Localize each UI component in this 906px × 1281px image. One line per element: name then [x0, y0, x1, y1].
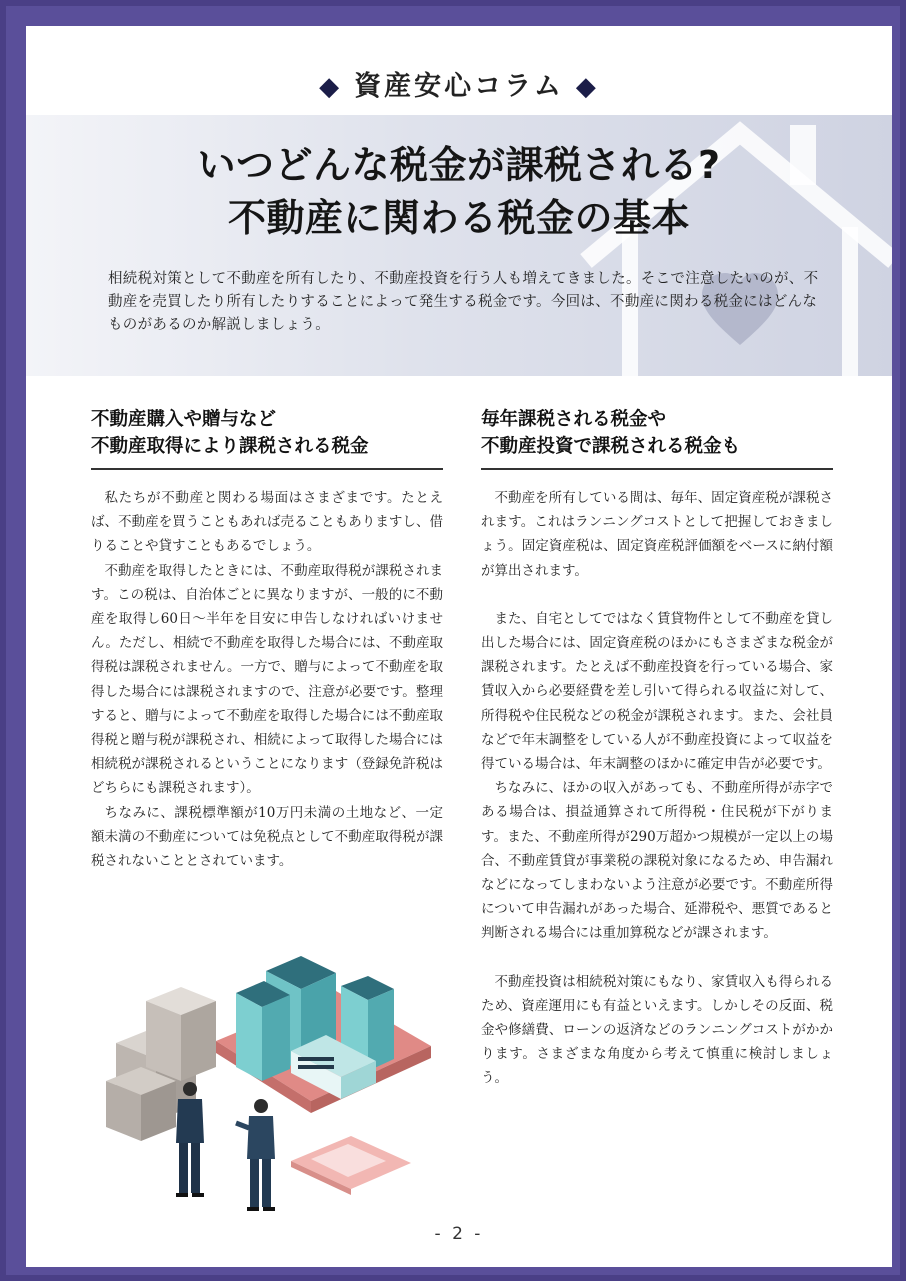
left-paragraph-1: 私たちが不動産と関わる場面はさまざまです。たとえば、不動産を買うこともあれば売ることもありますし、借りることや貸すこともあるでしょう。 — [91, 490, 443, 555]
left-paragraph-2: 不動産を取得したときには、不動産取得税が課税されます。この税は、自治体ごとに異なりますが、一般的に不動産を取得し60日～半年を目安に申告しなければいけません。ただし、相続で不動産を取得した場合には、不動産取得税は課税されません。一方で、贈与によって不動産を取得した場合には課税されますので、注意が必要です。整理すると、贈与によって不動産を取得した場合には不動産取得税と贈与税が課税され、相続によって取得した場合には相続税が課税されるということになります（登録免許税はどちらにも課税されます）。 — [91, 562, 443, 797]
headline-banner — [26, 115, 892, 376]
right-paragraph-1: 不動産を所有している間は、毎年、固定資産税が課税されます。これはランニングコストとして把握しておきましょう。固定資産税は、固定資産税評価額をベースに納付額が算出されます。 — [481, 490, 833, 579]
page-number: - 2 - — [434, 1224, 484, 1244]
left-paragraph-3: ちなみに、課税標準額が10万円未満の土地など、一定額未満の不動産については免税点として不動産取得税が課税されないこととされています。 — [91, 804, 443, 870]
left-heading-line-1: 不動産購入や贈与など — [91, 409, 277, 430]
left-column — [91, 406, 443, 873]
page — [26, 26, 892, 1267]
headline-line-1: いつどんな税金が課税される? — [197, 143, 721, 187]
headline-line-2: 不動産に関わる税金の基本 — [227, 196, 690, 240]
right-paragraph-4: 不動産投資は相続税対策にもなり、家賃収入も得られるため、資産運用にも有益といえます。しかしその反面、税金や修繕費、ローンの返済などのランニングコストがかかります。さまざまな角度から考えて慎重に検討しましょう。 — [481, 973, 833, 1087]
intro-text: 相続税対策として不動産を所有したり、不動産投資を行う人も増えてきました。そこで注意したいのが、不動産を売買したり所有したりすることによって発生する税金です。今回は、不動産に関わる税金にはどんなものがあるのか解説しましょう。 — [108, 271, 819, 333]
right-paragraph-3: ちなみに、ほかの収入があっても、不動産所得が赤字である場合は、損益通算されて所得税・住民税が下がります。また、不動産所得が290万超かつ規模が一定以上の場合、不動産賃貸が事業税の課税対象になるため、申告漏れなどになってしまわないよう注意が必要です。不動産所得について申告漏れがあった場合、延滞税や、悪質であると判断される場合には重加算税などが課されます。 — [481, 780, 833, 942]
column-title — [26, 64, 892, 103]
headline — [26, 139, 892, 245]
diamond-right-icon: ◆ — [575, 72, 599, 102]
right-column-body — [481, 486, 833, 1091]
right-column-heading — [481, 406, 833, 470]
real-estate-illustration — [86, 931, 441, 1216]
diamond-left-icon: ◆ — [319, 72, 343, 102]
left-heading-line-2: 不動産取得により課税される税金 — [91, 436, 369, 457]
page-frame — [6, 6, 900, 1275]
right-heading-line-1: 毎年課税される税金や — [481, 409, 667, 430]
right-column — [481, 406, 833, 1091]
right-heading-line-2: 不動産投資で課税される税金も — [481, 436, 741, 457]
left-column-heading — [91, 406, 443, 470]
left-column-body — [91, 486, 443, 873]
right-paragraph-2: また、自宅としてではなく賃貸物件として不動産を貸し出した場合には、固定資産税のほかにもさまざまな税金が課税されます。たとえば不動産投資を行っている場合、家賃収入から必要経費を差し引いて得られる収益に対して、所得税や住民税などの税金が課税されます。また、会社員などで年末調整をしている人が不動産投資によって収益を得ている場合は、年末調整のほかに確定申告が必要です。 — [481, 610, 833, 773]
column-title-text: 資産安心コラム — [354, 71, 564, 102]
